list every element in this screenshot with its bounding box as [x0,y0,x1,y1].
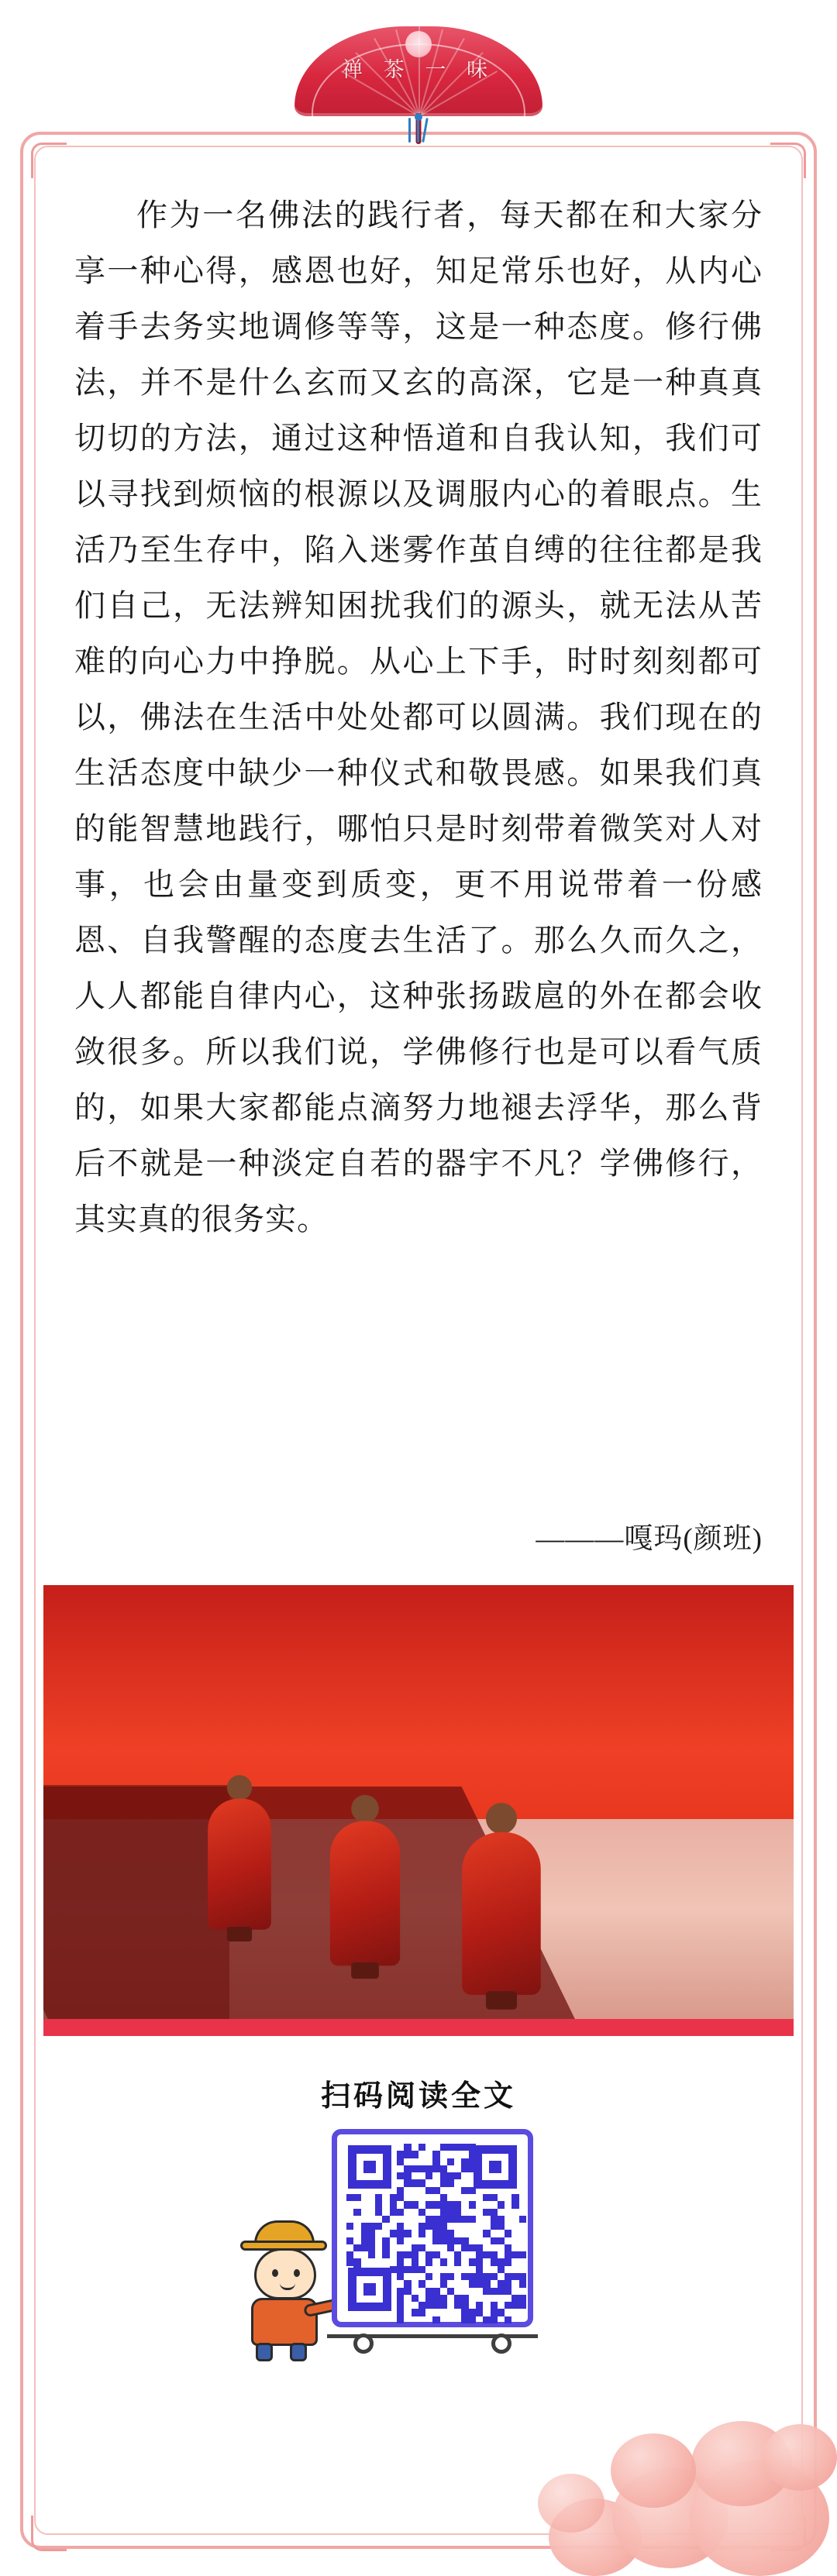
fan-graphic [294,26,542,143]
qr-finder-bottom-left [348,2268,391,2311]
qr-finder-top-right [474,2145,517,2189]
qr-section [43,2036,794,2532]
monk-figure [462,1803,540,1995]
poster-header [0,0,837,163]
cart-mascot [237,2220,346,2360]
three-monks-red-wall-photo [43,1585,794,2019]
article-body [74,187,763,1247]
article-signature: ———嘎玛(颜班) [536,1523,763,1555]
accent-bar [43,2019,794,2036]
qr-finder-top-left [348,2145,391,2189]
qr-section-title: 扫码阅读全文 [320,2080,516,2113]
fan-title: 禅 茶 一 味 [341,58,496,81]
tassel-icon [408,118,429,144]
qr-cart-wheel [353,2334,374,2354]
monk-figure [330,1795,400,1966]
qr-code[interactable] [332,2129,533,2327]
article-paragraph: 作为一名佛法的践行者，每天都在和大家分享一种心得，感恩也好，知足常乐也好，从内心着手去务实地调修等等，这是一种态度。修行佛法，并不是什么玄而又玄的高深，它是一种真真切切的方法，通过这种悟道和自我认知，我们可以寻找到烦恼的根源以及调服内心的着眼点。生活乃至生存中，陷入迷雾作茧自缚的往往都是我们自己，无法辨知困扰我们的源头，就无法从苦难的向心力中挣脱。从心上下手，时时刻刻都可以，佛法在生活中处处都可以圆满。我们现在的生活态度中缺少一种仪式和敬畏感。如果我们真的能智慧地践行，哪怕只是时刻带着微笑对人对事，也会由量变到质变，更不用说带着一份感恩、自我警醒的态度去生活了。那么久而久之，人人都能自律内心，这种张扬跋扈的外在都会收敛很多。所以我们说，学佛修行也是可以看气质的，如果大家都能点滴努力地褪去浮华，那么背后不就是一种淡定自若的器宇不凡？学佛修行，其实真的很务实。 [74,198,763,1236]
fan-body [294,26,542,116]
monk-figure [208,1775,271,1930]
qr-cart-wheel [491,2334,512,2354]
